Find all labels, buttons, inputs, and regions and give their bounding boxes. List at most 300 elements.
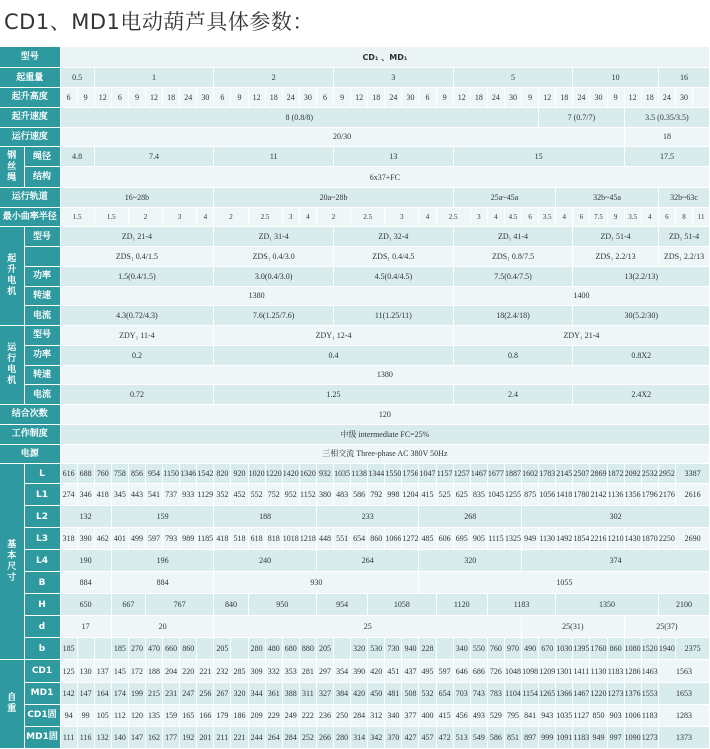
spec-table [0,47,710,749]
spec-cell [231,638,248,660]
spec-cell: 374 [522,550,710,572]
spec-cell: 850 [590,704,607,726]
spec-cell: 228 [419,638,436,660]
spec-cell: 196 [111,550,214,572]
spec-cell: 427 [402,726,419,748]
spec-cell: 9 [128,88,145,108]
spec-cell: 667 [111,594,145,616]
spec-cell: 999 [539,726,556,748]
group-label-text: 起升电机 [7,254,17,298]
spec-cell: 24 [385,88,402,108]
spec-cell: 952 [282,483,299,505]
row-label: L [24,464,60,484]
spec-cell: 1760 [590,638,607,660]
spec-cell: 165 [180,704,197,726]
group-label [0,147,24,188]
spec-row [0,365,710,385]
spec-cell: 188 [214,506,317,528]
spec-cell: 250 [334,704,351,726]
spec-cell: 377 [402,704,419,726]
spec-cell: 2 [128,207,162,227]
group-label [0,464,24,660]
spec-row [0,616,710,638]
spec-cell: 9 [231,88,248,108]
spec-cell: 1129 [197,483,214,505]
spec-cell: 311 [299,682,316,704]
spec-cell: 9 [607,207,624,227]
spec-cell: 2.5 [436,207,470,227]
spec-cell: 1185 [197,528,214,550]
spec-cell: 586 [351,483,368,505]
spec-row [0,345,710,365]
spec-cell: 7.5 [590,207,607,227]
spec-cell: 499 [128,528,145,550]
spec-cell: 550 [470,638,487,660]
spec-row [0,306,710,326]
spec-cell: 179 [214,704,231,726]
spec-cell: 284 [282,726,299,748]
spec-cell: 1430 [624,528,641,550]
spec-cell: 1080 [624,638,641,660]
spec-cell: 18(2.4/18) [453,306,573,326]
spec-cell: 1183 [607,660,624,682]
row-label: L1 [24,483,60,505]
spec-row [0,68,710,88]
spec-cell: 1104 [504,682,521,704]
spec-cell: 24 [487,88,504,108]
spec-row [0,660,710,682]
spec-cell: 518 [231,528,248,550]
spec-cell: 16~28b [60,187,214,207]
spec-cell: 920 [231,464,248,484]
spec-row [0,286,710,306]
spec-cell: 3 [334,68,454,88]
spec-cell: 1780 [573,483,590,505]
spec-cell: 1220 [590,682,607,704]
spec-cell: 1257 [453,464,470,484]
row-label: d [24,616,60,638]
spec-cell: 532 [419,682,436,704]
spec-cell: 140 [111,726,128,748]
spec-cell: 314 [351,726,368,748]
spec-cell: 949 [522,528,539,550]
spec-cell: 2216 [590,528,607,550]
spec-cell: 7.4 [94,147,214,167]
spec-cell: 1467 [470,464,487,484]
spec-cell: 12 [351,88,368,108]
group-label [0,227,24,326]
spec-row [0,483,710,505]
group-label-text: 自重 [7,693,17,715]
spec-cell: 1273 [641,726,658,748]
spec-cell: 1130 [590,660,607,682]
spec-cell: 16 [658,68,709,88]
spec-cell: 1.25 [214,385,453,405]
spec-cell: 15 [453,147,624,167]
spec-cell: 989 [180,528,197,550]
spec-cell: 18 [368,88,385,108]
spec-cell: 1152 [299,483,316,505]
spec-cell: 0.4 [214,345,453,365]
spec-cell: 0.5 [60,68,94,88]
group-label [0,660,24,749]
spec-cell: 30 [197,88,214,108]
spec-cell: 3 [385,207,419,227]
spec-cell: 204 [163,660,180,682]
spec-cell: 344 [248,682,265,704]
spec-row [0,107,710,127]
spec-cell: 2.5 [248,207,282,227]
spec-cell: 132 [94,726,111,748]
spec-cell: 252 [299,726,316,748]
spec-cell: ZDY₁ 21-4 [453,326,710,346]
spec-cell: 490 [522,638,539,660]
spec-cell: 112 [111,704,128,726]
spec-cell: 中级 intermediate FC=25% [60,424,710,444]
spec-cell: 905 [470,528,487,550]
spec-cell: 2952 [658,464,675,484]
spec-row [0,47,710,68]
spec-cell: ZD₁ 21-4 [60,227,214,247]
spec-cell: 186 [231,704,248,726]
spec-cell: 162 [145,726,162,748]
spec-cell: 820 [214,464,231,484]
spec-row [0,405,710,425]
spec-cell: 145 [111,660,128,682]
row-label: 运行轨道 [0,187,60,207]
spec-cell [94,638,111,660]
spec-cell: 940 [402,638,419,660]
spec-cell: 312 [368,704,385,726]
spec-cell: 353 [282,660,299,682]
row-label: 电流 [24,385,60,405]
spec-cell: 211 [214,726,231,748]
spec-cell: 6 [522,207,539,227]
spec-cell: 1218 [299,528,316,550]
spec-cell: 943 [539,704,556,726]
spec-cell: 860 [607,638,624,660]
spec-cell: 205 [214,638,231,660]
spec-cell: 340 [453,638,470,660]
spec-cell: 1366 [556,682,573,704]
spec-cell: 30(5.2/30) [573,306,710,326]
spec-cell: 1055 [419,572,710,594]
spec-cell: ZDY₁ 12-4 [214,326,453,346]
spec-cell: 281 [299,660,316,682]
spec-cell: 164 [94,682,111,704]
spec-cell: 758 [111,464,128,484]
spec-cell: 17 [60,616,111,638]
spec-cell-empty [692,88,709,108]
spec-cell: 472 [436,726,453,748]
spec-cell: 654 [351,528,368,550]
spec-cell: 618 [248,528,265,550]
spec-cell: 481 [385,682,402,704]
spec-cell: 240 [214,550,317,572]
spec-cell: ZD₁ 51-4 [658,227,709,247]
spec-cell: 1395 [573,638,590,660]
spec-cell: 120 [60,405,710,425]
spec-row [0,167,710,188]
spec-cell: 18 [265,88,282,108]
spec-cell: 30 [402,88,419,108]
spec-cell: 493 [470,704,487,726]
spec-cell: 415 [436,704,453,726]
row-label [24,247,60,267]
spec-cell: 229 [265,704,282,726]
spec-cell: 418 [214,528,231,550]
spec-cell: 185 [60,638,77,660]
spec-cell: 1283 [658,704,709,726]
spec-cell: 1220 [265,464,282,484]
spec-cell: 111 [60,726,77,748]
spec-cell: 1356 [624,483,641,505]
spec-cell: 6x37+FC [60,167,710,188]
spec-cell: 30 [299,88,316,108]
spec-cell: 3 [163,207,197,227]
spec-row [0,704,710,726]
spec-cell: 125 [60,660,77,682]
spec-cell: 8 [675,207,692,227]
spec-cell: 1602 [522,464,539,484]
spec-cell: 18 [624,127,710,147]
spec-cell: 606 [436,528,453,550]
spec-cell: 94 [60,704,77,726]
row-label: L3 [24,528,60,550]
spec-cell: 354 [334,660,351,682]
row-label: 结构 [24,167,60,188]
spec-cell: 231 [163,682,180,704]
spec-cell: 4.8 [60,147,94,167]
spec-cell: 24 [658,88,675,108]
spec-cell: 6 [214,88,231,108]
spec-cell: 625 [453,483,470,505]
spec-cell: 220 [180,660,197,682]
spec-cell: 1204 [402,483,419,505]
spec-cell: 1150 [163,464,180,484]
spec-cell: 25a~45a [453,187,556,207]
spec-cell: 201 [197,726,214,748]
spec-cell: 2690 [675,528,709,550]
spec-cell: 743 [470,682,487,704]
spec-cell: 760 [487,638,504,660]
spec-cell: 137 [94,660,111,682]
spec-cell: ZDS₁ 0.4/1.5 [60,247,214,267]
spec-cell: ZDS₁ 2.2/13 [658,247,709,267]
spec-row [0,385,710,405]
spec-cell: 6 [111,88,128,108]
spec-cell: 24 [573,88,590,108]
spec-cell: 4.3(0.72/4.3) [60,306,214,326]
spec-cell: 1183 [573,726,590,748]
spec-cell: 485 [419,528,436,550]
spec-cell: 12 [624,88,641,108]
spec-cell: 1154 [522,682,539,704]
spec-cell: 933 [180,483,197,505]
spec-cell: 3.5 [624,207,641,227]
spec-cell: 232 [214,660,231,682]
spec-cell: 1325 [504,528,521,550]
group-label-text: 运行电机 [7,343,17,387]
row-label: b [24,638,60,660]
spec-cell: 18 [470,88,487,108]
spec-cell: 950 [248,594,316,616]
spec-cell: 549 [470,726,487,748]
spec-cell: 116 [77,726,94,748]
spec-cell [197,638,214,660]
spec-cell: 1210 [607,528,624,550]
spec-cell: ZD₁ 32-4 [334,227,454,247]
spec-cell: 7.5(0.4/7.5) [453,266,573,286]
spec-cell: 244 [248,726,265,748]
spec-cell: 247 [180,682,197,704]
spec-cell: 1183 [487,594,555,616]
spec-cell: 318 [60,528,77,550]
spec-cell: 875 [522,483,539,505]
spec-cell: 752 [265,483,282,505]
spec-cell: 284 [351,704,368,726]
spec-cell: 970 [504,638,521,660]
spec-row [0,247,710,267]
spec-cell: 954 [316,594,367,616]
row-label: 绳径 [24,147,60,167]
spec-cell: 552 [248,483,265,505]
spec-cell: 450 [368,682,385,704]
spec-cell: 1653 [658,682,709,704]
row-label: 转速 [24,286,60,306]
spec-cell: 390 [77,528,94,550]
row-label: CD1固 [24,704,60,726]
spec-cell: 2.4X2 [573,385,710,405]
spec-cell: 1.5 [60,207,94,227]
spec-cell: 932 [316,464,333,484]
spec-cell: 192 [180,726,197,748]
spec-cell: 1045 [487,483,504,505]
spec-cell: 147 [77,682,94,704]
spec-cell: 401 [111,528,128,550]
spec-cell: 24 [282,88,299,108]
spec-row [0,726,710,748]
spec-cell: 25 [214,616,522,638]
spec-cell: 443 [128,483,145,505]
spec-cell: 199 [128,682,145,704]
spec-cell: 793 [163,528,180,550]
spec-cell: 9 [77,88,94,108]
spec-cell: 2375 [675,638,709,660]
spec-cell: 1301 [556,660,573,682]
spec-cell: 1090 [624,726,641,748]
spec-cell: 12 [539,88,556,108]
spec-cell: 1030 [556,638,573,660]
spec-cell: 1127 [573,704,590,726]
spec-cell: 654 [436,682,453,704]
spec-cell: 13 [334,147,454,167]
spec-cell: 1376 [624,682,641,704]
spec-cell: 1120 [436,594,487,616]
spec-cell: 1492 [556,528,573,550]
group-label-text: 基本尺寸 [7,539,17,583]
row-label: MD1 [24,682,60,704]
spec-cell: 10 [573,68,658,88]
spec-cell: 172 [128,660,145,682]
spec-cell: 3 [470,207,487,227]
spec-cell: 856 [128,464,145,484]
spec-cell: 320 [231,682,248,704]
spec-cell: 130 [77,660,94,682]
spec-cell: 1286 [624,660,641,682]
spec-cell: 513 [453,726,470,748]
spec-cell: 695 [453,528,470,550]
spec-cell: 270 [128,638,145,660]
spec-cell: 1 [94,68,214,88]
spec-cell: 4 [487,207,504,227]
spec-cell: 5 [453,68,573,88]
spec-cell: 400 [419,704,436,726]
spec-row [0,594,710,616]
spec-cell: 1.5(0.4/1.5) [60,266,214,286]
spec-cell: 3.5 (0.35/3.5) [624,107,710,127]
spec-cell: 1056 [539,483,556,505]
spec-cell: 1756 [402,464,419,484]
spec-cell: 190 [60,550,111,572]
spec-cell: 280 [248,638,265,660]
spec-cell: 25(37) [624,616,710,638]
spec-cell: 188 [145,660,162,682]
spec-row [0,550,710,572]
spec-cell: 1420 [282,464,299,484]
spec-cell: 233 [316,506,419,528]
spec-cell: 256 [197,682,214,704]
spec-cell: 470 [145,638,162,660]
spec-cell: 18 [163,88,180,108]
spec-cell: 12 [94,88,111,108]
spec-table-body [0,47,710,749]
spec-cell: 25(31) [522,616,625,638]
spec-cell: 1553 [641,682,658,704]
spec-cell: 541 [145,483,162,505]
spec-cell: 616 [60,464,77,484]
spec-cell: 30 [504,88,521,108]
spec-cell: 4.5(0.4/4.5) [334,266,454,286]
spec-cell: 17.5 [624,147,710,167]
spec-cell: 1273 [607,682,624,704]
spec-cell: 1872 [607,464,624,484]
spec-row [0,444,710,464]
spec-cell: 1.5 [94,207,128,227]
spec-cell: 1542 [197,464,214,484]
spec-cell: 268 [419,506,522,528]
spec-row [0,127,710,147]
spec-cell: 4 [641,207,658,227]
spec-cell: 1020 [248,464,265,484]
spec-cell: ZDS₁ 0.4/3.0 [214,247,334,267]
spec-row [0,528,710,550]
spec-cell: 11 [692,207,709,227]
spec-cell: 835 [470,483,487,505]
row-label: MD1固 [24,726,60,748]
spec-cell: 1183 [641,704,658,726]
spec-cell: 11(1.25/11) [334,306,454,326]
spec-cell: 998 [385,483,402,505]
spec-cell: 13(2.2/13) [573,266,710,286]
spec-cell: 586 [487,726,504,748]
spec-cell: 332 [265,660,282,682]
spec-cell: 851 [504,726,521,748]
spec-cell: 1400 [453,286,710,306]
spec-cell: 2250 [658,528,675,550]
spec-cell: 18 [556,88,573,108]
spec-cell: 420 [351,682,368,704]
